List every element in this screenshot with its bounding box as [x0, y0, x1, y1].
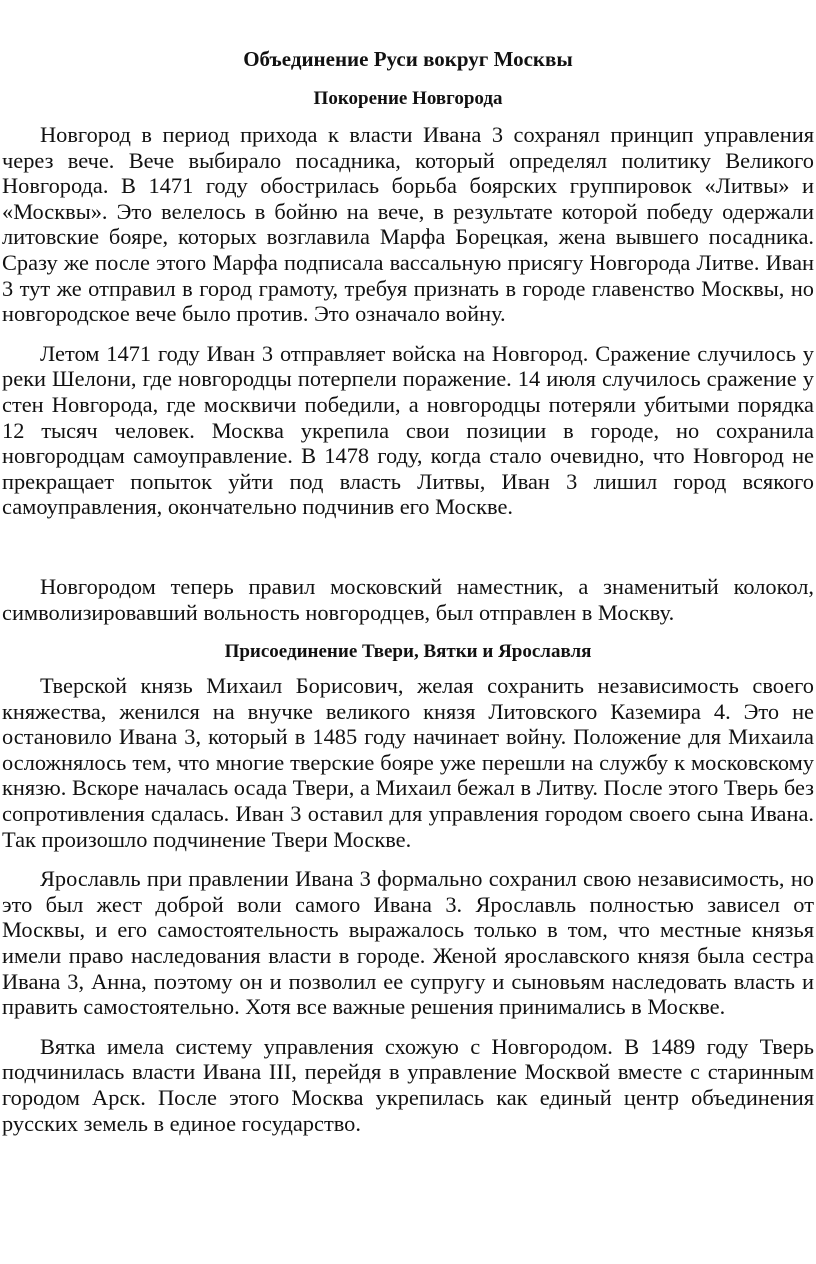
page-title: Объединение Руси вокруг Москвы: [243, 47, 573, 71]
blank-space: [2, 534, 814, 574]
paragraph: Новгород в период прихода к власти Ивана 3 сохранял принцип управления через вече. Вече выбирало посадника, который определял политику Великого Новгорода. В 1471 году обострилась борьба боярских группировок «Литвы» и «Москвы». Это велелось в бойню на вече, в результате которой победу одержали литовские бояре, которых возглавила Марфа Борецкая, жена вывшего посадника. Сразу же после этого Марфа подписала вассальную присягу Новгорода Литве. Иван 3 тут же отправил в город грамоту, требуя признать в городе главенство Москвы, но новгородское вече было против. Это означало войну.: [2, 122, 814, 327]
paragraph: Тверской князь Михаил Борисович, желая сохранить независимость своего княжества, женился на внучке великого князя Литовского Каземира 4. Это не остановило Ивана 3, который в 1485 году начинает войну. Положение для Михаила осложнялось тем, что многие тверские бояре уже перешли на службу к московскому князю. Вскоре началась осада Твери, а Михаил бежал в Литву. После этого Тверь без сопротивления сдалась. Иван 3 оставил для управления городом своего сына Ивана. Так произошло подчинение Твери Москве.: [2, 673, 814, 852]
section-heading-tver: Присоединение Твери, Вятки и Ярославля: [224, 641, 592, 663]
paragraph: Летом 1471 году Иван 3 отправляет войска на Новгород. Сражение случилось у реки Шелони, где новгородцы потерпели поражение. 14 июля случилось сражение у стен Новгорода, где москвичи победили, а новгородцы потеряли убитыми порядка 12 тысяч человек. Москва укрепила свои позиции в городе, но сохранила новгородцам самоуправление. В 1478 году, когда стало очевидно, что Новгород не прекращает попыток уйти под власть Литвы, Иван 3 лишил город всякого самоуправления, окончательно подчинив его Москве.: [2, 340, 814, 520]
paragraph: Вятка имела систему управления схожую с Новгородом. В 1489 году Тверь подчинилась власти Ивана III, перейдя в управление Москвой вместе с старинным городом Арск. После этого Москва укрепилась как единый центр объединения русских земель в единое государство.: [2, 1033, 814, 1136]
section-heading-novgorod: Покорение Новгорода: [313, 88, 503, 109]
paragraph: Ярославль при правлении Ивана 3 формально сохранил свою независимость, но это был жест доброй воли самого Ивана 3. Ярославль полностью зависел от Москвы, и его самостоятельность выражалось только в том, что местные князья имели право наследования власти в городе. Женой ярославского князя была сестра Ивана 3, Анна, поэтому он и позволил ее супругу и сыновьям наследовать власть и править самостоятельно. Хотя все важные решения принимались в Москве.: [2, 866, 814, 1020]
paragraph: Новгородом теперь правил московский наместник, а знаменитый колокол, символизировавший вольность новгородцев, был отправлен в Москву.: [2, 573, 814, 625]
